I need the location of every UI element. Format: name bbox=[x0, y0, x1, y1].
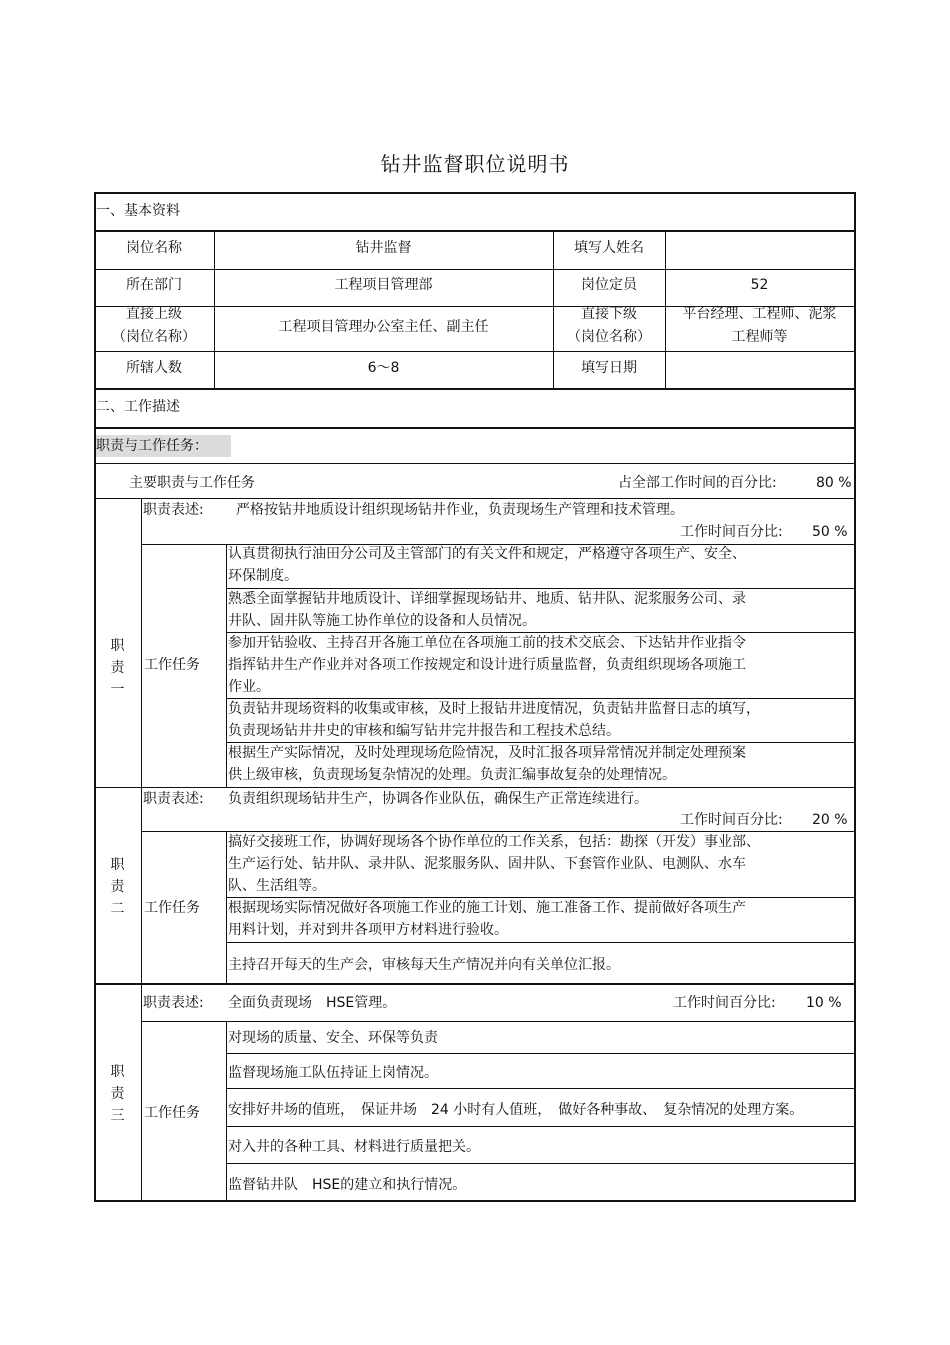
duty2-time-value: 20 % bbox=[812, 812, 848, 828]
headcount-value: 52 bbox=[750, 277, 769, 293]
duty3-time-label: 工作时间百分比: bbox=[673, 995, 776, 1011]
duty1-tasks-label: 工作任务 bbox=[144, 657, 200, 673]
duty3-side-2: 责 bbox=[110, 1086, 125, 1102]
duty1-side-1: 职 bbox=[110, 638, 125, 654]
managed-count-label: 所辖人数 bbox=[126, 360, 182, 376]
fill-date-label: 填写日期 bbox=[581, 360, 637, 376]
duty1-task4-line2: 负责现场钻井井史的审核和编写钻井完井报告和工程技术总结。 bbox=[228, 723, 620, 739]
superior-value: 工程项目管理办公室主任、副主任 bbox=[278, 319, 489, 335]
row-divider bbox=[226, 1126, 856, 1127]
row-divider bbox=[226, 1163, 856, 1164]
row-divider bbox=[94, 427, 856, 429]
duty1-task3-line1: 参加开钻验收、主持召开各施工单位在各项施工前的技术交底会、下达钻井作业指令 bbox=[228, 635, 746, 651]
duty3-tasks-label: 工作任务 bbox=[144, 1105, 200, 1121]
position-label: 岗位名称 bbox=[126, 240, 182, 256]
border-bottom bbox=[94, 1200, 856, 1202]
row-divider bbox=[94, 269, 856, 270]
superior-label-line1: 直接上级 bbox=[126, 306, 182, 322]
row-divider bbox=[94, 388, 856, 390]
col-divider bbox=[226, 1021, 227, 1202]
border-right bbox=[854, 192, 856, 1202]
duty2-side-1: 职 bbox=[110, 857, 125, 873]
subordinate-label-line2: （岗位名称） bbox=[567, 329, 651, 345]
duty1-side-2: 责 bbox=[110, 660, 125, 676]
subordinate-value-line2: 工程师等 bbox=[731, 329, 788, 345]
row-divider bbox=[94, 351, 856, 352]
duty2-task1-line3: 队、生活组等。 bbox=[228, 878, 326, 894]
total-time-value: 80 % bbox=[816, 475, 852, 491]
row-divider bbox=[226, 942, 856, 943]
duty3-statement-label: 职责表述: bbox=[143, 995, 204, 1011]
department-value: 工程项目管理部 bbox=[334, 277, 433, 293]
managed-count-value: 6～8 bbox=[367, 360, 400, 376]
duty1-task3-line3: 作业。 bbox=[228, 679, 270, 695]
duty1-task3-line2: 指挥钻井生产作业并对各项工作按规定和设计进行质量监督，负责组织现场各项施工 bbox=[228, 657, 746, 673]
duty1-task2-line2: 井队、固井队等施工协作单位的设备和人员情况。 bbox=[228, 613, 536, 629]
duty3-statement: 全面负责现场 HSE管理。 bbox=[228, 995, 397, 1011]
job-description-table bbox=[94, 192, 856, 1202]
filler-name-label: 填写人姓名 bbox=[574, 240, 644, 256]
subordinate-label-line1: 直接下级 bbox=[581, 306, 637, 322]
position-value: 钻井监督 bbox=[355, 240, 412, 256]
duty2-task1-line1: 搞好交接班工作，协调好现场各个协作单位的工作关系，包括：勘探（开发）事业部、 bbox=[228, 834, 760, 850]
duty1-task5-line2: 供上级审核，负责现场复杂情况的处理。负责汇编事故复杂的处理情况。 bbox=[228, 767, 676, 783]
duty1-statement-label: 职责表述: bbox=[143, 502, 204, 518]
duty1-task5-line1: 根据生产实际情况，及时处理现场危险情况，及时汇报各项异常情况并制定处理预案 bbox=[228, 745, 746, 761]
duty2-task2-line1: 根据现场实际情况做好各项施工作业的施工计划、施工准备工作、提前做好各项生产 bbox=[228, 900, 746, 916]
row-divider bbox=[226, 1088, 856, 1089]
department-label: 所在部门 bbox=[126, 277, 182, 293]
total-time-label: 占全部工作时间的百分比: bbox=[618, 475, 777, 491]
col-divider bbox=[141, 498, 142, 1202]
duty1-task4-line1: 负责钻井现场资料的收集或审核，及时上报钻井进度情况，负责钻井监督日志的填写， bbox=[228, 701, 760, 717]
document-title: 钻井监督职位说明书 bbox=[380, 152, 570, 176]
main-duties-label: 主要职责与工作任务 bbox=[129, 475, 255, 491]
duty2-tasks-label: 工作任务 bbox=[144, 900, 200, 916]
duty1-side-3: 一 bbox=[110, 682, 125, 698]
duty3-side-3: 三 bbox=[110, 1108, 125, 1124]
duty2-statement-label: 职责表述: bbox=[143, 791, 204, 807]
duty3-task2: 监督现场施工队伍持证上岗情况。 bbox=[228, 1065, 438, 1081]
duty3-task1: 对现场的质量、安全、环保等负责 bbox=[228, 1030, 438, 1046]
duty2-task3-line1: 主持召开每天的生产会，审核每天生产情况并向有关单位汇报。 bbox=[228, 957, 620, 973]
duty3-task4: 对入井的各种工具、材料进行质量把关。 bbox=[228, 1139, 480, 1155]
row-divider bbox=[94, 230, 856, 232]
duty3-side-1: 职 bbox=[110, 1064, 125, 1080]
duty2-time-label: 工作时间百分比: bbox=[680, 812, 783, 828]
section-basic-info-heading: 一、基本资料 bbox=[96, 203, 180, 219]
duty1-time-value: 50 % bbox=[812, 524, 848, 540]
border-top bbox=[94, 192, 856, 194]
duty2-side-2: 责 bbox=[110, 879, 125, 895]
row-divider bbox=[94, 463, 856, 464]
row-divider bbox=[94, 983, 856, 985]
subordinate-value-line1: 平台经理、工程师、泥浆 bbox=[682, 306, 837, 322]
duty2-statement: 负责组织现场钻井生产，协调各作业队伍，确保生产正常连续进行。 bbox=[228, 791, 648, 807]
duty1-task2-line1: 熟悉全面掌握钻井地质设计、详细掌握现场钻井、地质、钻井队、泥浆服务公司、录 bbox=[228, 591, 746, 607]
duty1-statement: 严格按钻井地质设计组织现场钻井作业，负责现场生产管理和技术管理。 bbox=[236, 502, 684, 518]
duty3-time-value: 10 % bbox=[806, 995, 842, 1011]
row-divider bbox=[141, 1021, 856, 1022]
duty2-task1-line2: 生产运行处、钻井队、录井队、泥浆服务队、固井队、下套管作业队、电测队、水车 bbox=[228, 856, 746, 872]
duty3-task5: 监督钻井队 HSE的建立和执行情况。 bbox=[228, 1177, 467, 1193]
headcount-label: 岗位定员 bbox=[581, 277, 637, 293]
col-divider bbox=[226, 544, 227, 787]
duty1-task1-line1: 认真贯彻执行油田分公司及主管部门的有关文件和规定，严格遵守各项生产、安全、 bbox=[228, 546, 746, 562]
duties-heading: 职责与工作任务： bbox=[96, 438, 208, 454]
section-work-description-heading: 二、工作描述 bbox=[96, 399, 180, 415]
duty1-time-label: 工作时间百分比: bbox=[680, 524, 783, 540]
duty1-task1-line2: 环保制度。 bbox=[228, 568, 298, 584]
duty3-task3: 安排好井场的值班， 保证井场 24 小时有人值班， 做好各种事故、 复杂情况的处理方案。 bbox=[228, 1102, 804, 1118]
duty2-side-3: 二 bbox=[110, 901, 125, 917]
col-divider bbox=[226, 831, 227, 984]
duty2-task2-line2: 用料计划，并对到井各项甲方材料进行验收。 bbox=[228, 922, 508, 938]
row-divider bbox=[226, 1053, 856, 1054]
superior-label-line2: （岗位名称） bbox=[112, 329, 196, 345]
